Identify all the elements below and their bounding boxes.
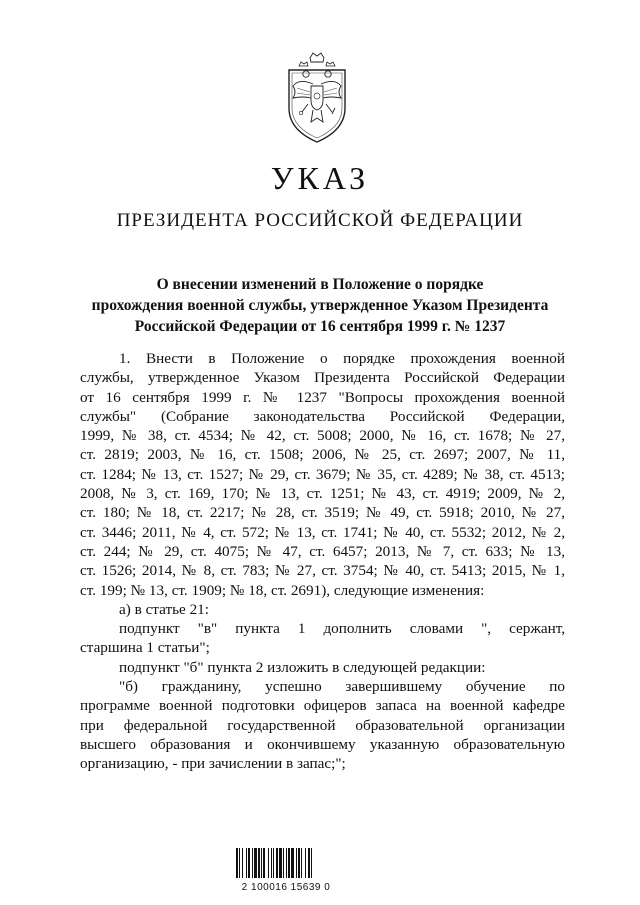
body-line: ст. 244; № 29, ст. 4075; № 47, ст. 6457; 2013, № 7, ст. 633; № 13, bbox=[80, 542, 565, 560]
body-line: ст. 199; № 13, ст. 1909; № 18, ст. 2691), следующие изменения: bbox=[80, 581, 485, 599]
body-line: при федеральной государственной образовательной организации bbox=[80, 716, 565, 734]
body-line: ст. 2819; 2003, № 16, ст. 1508; 2006, № 25, ст. 2697; 2007, № 11, bbox=[80, 446, 565, 464]
coat-of-arms-emblem bbox=[277, 52, 357, 144]
body-line: организацию, - при зачислении в запас;"; bbox=[80, 755, 346, 773]
body-line: службы, утвержденное Указом Президента Российской Федерации bbox=[80, 369, 565, 387]
body-line: а) в статье 21: bbox=[119, 600, 209, 618]
heading-line: О внесении изменений в Положение о порядке bbox=[156, 276, 484, 293]
body-line: старшина 1 статьи"; bbox=[80, 639, 210, 657]
body-line: высшего образования и окончившему указанную образовательную bbox=[80, 735, 565, 753]
heading-line: прохождения военной службы, утвержденное Указом Президента bbox=[91, 297, 549, 314]
document-title: УКАЗ bbox=[270, 160, 370, 196]
body-line: от 16 сентября 1999 г. № 1237 "Вопросы прохождения военной bbox=[80, 388, 565, 406]
body-line: ст. 3446; 2011, № 4, ст. 572; № 13, ст. 1741; № 40, ст. 5532; 2012, № 2, bbox=[80, 523, 565, 541]
body-line: "б) гражданину, успешно завершившему обучение по bbox=[119, 678, 565, 696]
document-body bbox=[80, 349, 565, 774]
body-line: службы" (Собрание законодательства Российской Федерации, bbox=[80, 407, 565, 425]
heading-line: Российской Федерации от 16 сентября 1999 г. № 1237 bbox=[134, 318, 506, 335]
body-line: программе военной подготовки офицеров запаса на военной кафедре bbox=[80, 697, 565, 715]
body-line: 1. Внести в Положение о порядке прохождения военной bbox=[119, 350, 565, 367]
body-line: подпункт "б" пункта 2 изложить в следующей редакции: bbox=[119, 658, 486, 676]
body-line: ст. 1526; 2014, № 8, ст. 783; № 27, ст. 3754; № 40, ст. 5413; 2015, № 1, bbox=[80, 562, 565, 580]
barcode-icon bbox=[234, 838, 344, 880]
document-subtitle: ПРЕЗИДЕНТА РОССИЙСКОЙ ФЕДЕРАЦИИ bbox=[116, 210, 524, 231]
body-line: ст. 180; № 18, ст. 2217; № 28, ст. 3519; № 49, ст. 5918; 2010, № 27, bbox=[80, 504, 565, 522]
body-line: 2008, № 3, ст. 169, 170; № 13, ст. 1251; № 43, ст. 4919; 2009, № 2, bbox=[80, 485, 565, 503]
barcode-number: 2 100016 15639 0 bbox=[241, 882, 331, 893]
body-line: подпункт "в" пункта 1 дополнить словами ", сержант, bbox=[119, 620, 565, 638]
body-line: ст. 1284; № 13, ст. 1527; № 29, ст. 3679; № 35, ст. 4289; № 38, ст. 4513; bbox=[80, 465, 565, 483]
body-line: 1999, № 38, ст. 4534; № 42, ст. 5008; 2000, № 16, ст. 1678; № 27, bbox=[80, 427, 565, 445]
document-heading bbox=[60, 274, 580, 337]
